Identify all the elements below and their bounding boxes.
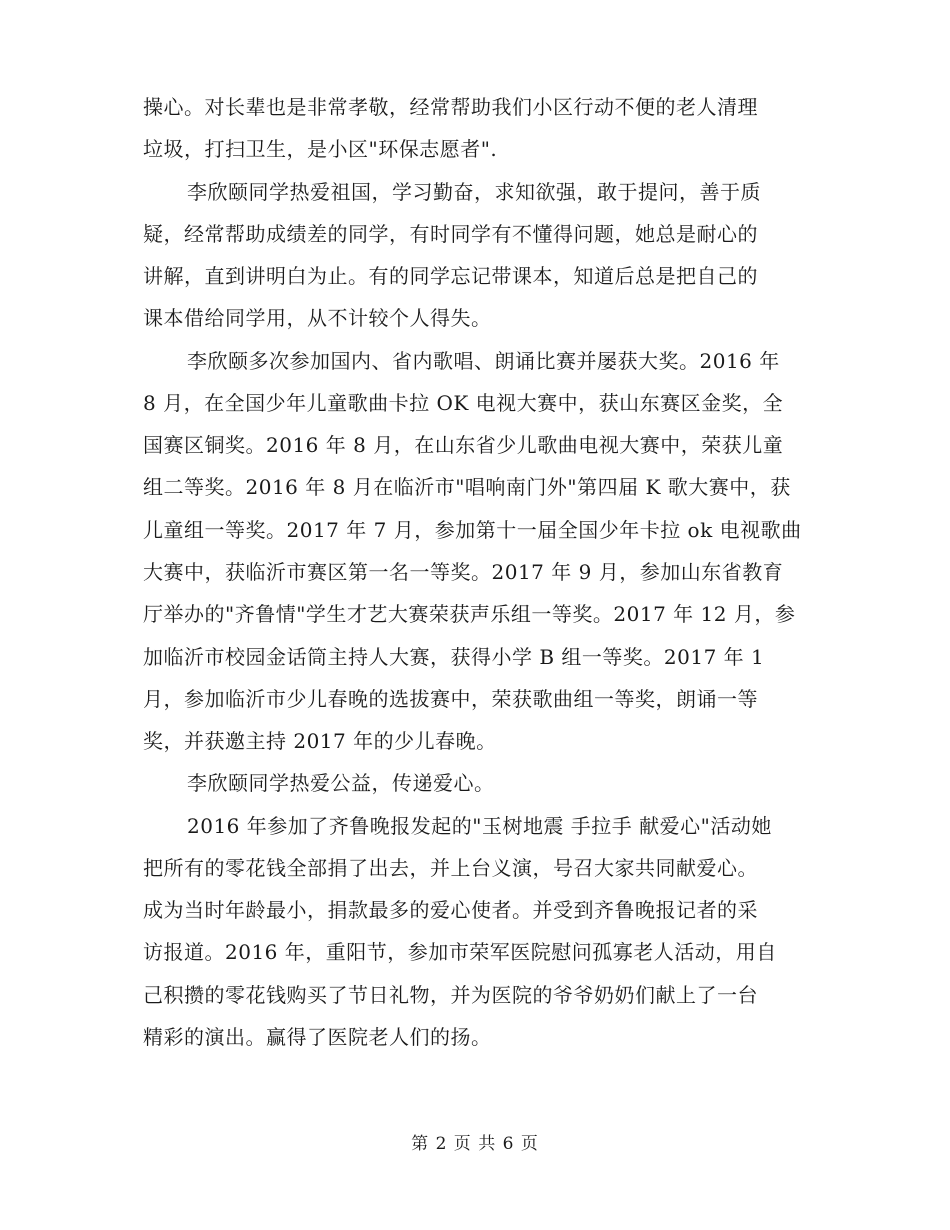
body-text-line: 课本借给同学用，从不计较个人得失。 <box>143 306 492 330</box>
page-number-footer: 第 2 页 共 6 页 <box>411 1134 539 1154</box>
body-text-line: 儿童组一等奖。2017 年 7 月，参加第十一届全国少年卡拉 ok 电视歌曲 <box>143 518 802 542</box>
body-text-line: 加临沂市校园金话筒主持人大赛，获得小学 B 组一等奖。2017 年 1 <box>143 645 765 669</box>
body-text-line: 讲解，直到讲明白为止。有的同学忘记带课本，知道后总是把自己的 <box>143 264 758 288</box>
body-text-line: 己积攒的零花钱购买了节日礼物，并为医院的爷爷奶奶们献上了一台 <box>143 983 758 1007</box>
body-text-line: 国赛区铜奖。2016 年 8 月，在山东省少儿歌曲电视大赛中，荣获儿童 <box>143 433 784 457</box>
body-text-line: 组二等奖。2016 年 8 月在临沂市"唱响南门外"第四届 K 歌大赛中，获 <box>143 475 791 499</box>
body-text-line: 操心。对长辈也是非常孝敬，经常帮助我们小区行动不便的老人清理 <box>143 95 758 119</box>
body-text-line: 垃圾，打扫卫生，是小区"环保志愿者". <box>143 137 498 161</box>
body-text-line: 厅举办的"齐鲁情"学生才艺大赛荣获声乐组一等奖。2017 年 12 月，参 <box>143 602 796 626</box>
body-text-line: 奖，并获邀主持 2017 年的少儿春晚。 <box>143 729 497 753</box>
body-text-line: 大赛中，获临沂市赛区第一名一等奖。2017 年 9 月，参加山东省教育 <box>143 560 784 584</box>
paragraph-first-line: 李欣颐多次参加国内、省内歌唱、朗诵比赛并屡获大奖。2016 年 <box>187 349 780 373</box>
body-text-line: 访报道。2016 年，重阳节，参加市荣军医院慰问孤寡老人活动，用自 <box>143 940 777 964</box>
body-text-line: 把所有的零花钱全部捐了出去，并上台义演，号召大家共同献爱心。 <box>143 856 758 880</box>
body-text-line: 月，参加临沂市少儿春晚的选拔赛中，荣获歌曲组一等奖，朗诵一等 <box>143 687 758 711</box>
body-text-line: 精彩的演出。赢得了医院老人们的扬。 <box>143 1025 492 1049</box>
body-text-line: 8 月，在全国少年儿童歌曲卡拉 OK 电视大赛中，获山东赛区金奖，全 <box>143 391 784 415</box>
paragraph-first-line: 2016 年参加了齐鲁晚报发起的"玉树地震 手拉手 献爱心"活动她 <box>187 814 772 838</box>
body-text-line: 疑，经常帮助成绩差的同学，有时同学有不懂得问题，她总是耐心的 <box>143 222 758 246</box>
paragraph-first-line: 李欣颐同学热爱公益，传递爱心。 <box>187 771 495 795</box>
body-text-line: 成为当时年龄最小，捐款最多的爱心使者。并受到齐鲁晚报记者的采 <box>143 898 758 922</box>
paragraph-first-line: 李欣颐同学热爱祖国，学习勤奋，求知欲强，敢于提问，善于质 <box>187 180 761 204</box>
